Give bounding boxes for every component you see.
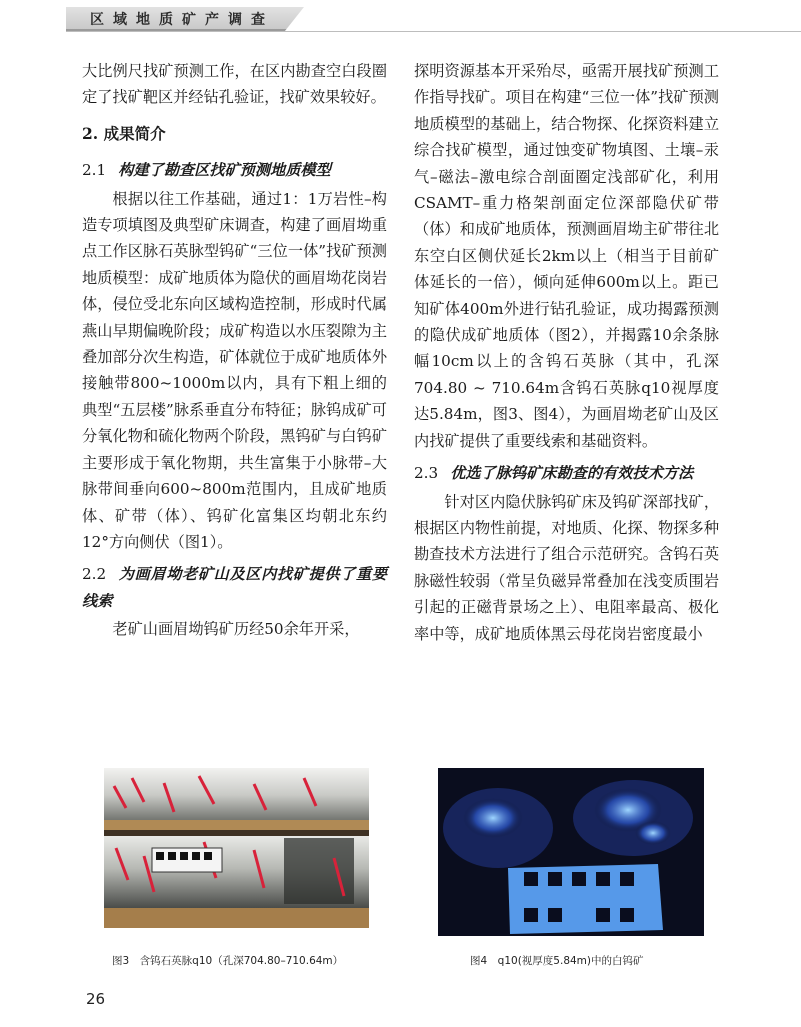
paragraph: 老矿山画眉坳钨矿历经50余年开采， <box>112 620 360 639</box>
subsection-heading-2-2 <box>82 561 387 614</box>
figure-4-scheelite-uv-photo <box>438 768 704 936</box>
subsection-number: 2.1 <box>82 161 107 180</box>
running-header <box>0 0 801 34</box>
left-column <box>82 58 387 643</box>
figure-4-caption: 图4 q10(视厚度5.84m)中的白钨矿 <box>470 955 644 967</box>
section-heading: 2. 成果简介 <box>82 123 166 143</box>
subsection-heading-2-3 <box>414 460 719 486</box>
figure-3-drill-core-photo <box>104 768 369 928</box>
figure-3-caption: 图3 含钨石英脉q10（孔深704.80–710.64m） <box>112 955 344 967</box>
subsection-title: 构建了勘查区找矿预测地质模型 <box>118 161 331 180</box>
subsection-number: 2.3 <box>414 464 439 483</box>
running-header-title: 区域地质矿产调查 <box>90 12 274 28</box>
paragraph: 大比例尺找矿预测工作，在区内勘查空白段圈定了找矿靶区并经钻孔验证，找矿效果较好。 <box>82 62 387 107</box>
right-column <box>414 58 719 647</box>
page-number: 26 <box>86 990 106 1008</box>
subsection-heading-2-1 <box>82 157 387 183</box>
header-rule <box>66 31 801 32</box>
subsection-title: 优选了脉钨矿床勘查的有效技术方法 <box>450 464 694 483</box>
scheelite-uv-illustration <box>438 768 704 936</box>
drill-core-illustration <box>104 768 369 928</box>
paragraph: 探明资源基本开采殆尽，亟需开展找矿预测工作指导找矿。项目在构建“三位一体”找矿预测地质模型的基础上，结合物探、化探资料建立综合找矿模型，通过蚀变矿物填图、土壤–汞气–磁法–激电综合剖面圈定浅部矿化，利用CSAMT–重力格架剖面定位深部隐伏矿带（体）和成矿地质体，预测画眉坳主矿带往北东空白区侧伏延长2km以上（相当于目前矿体延长的一倍），倾向延伸600m以上。距已知矿体400m外进行钻孔验证，成功揭露预测的隐伏成矿地质体（图2），并揭露10余条脉幅10cm以上的含钨石英脉（其中，孔深704.80 ~ 710.64m含钨石英脉q10视厚度达5.84m，图3、图4），为画眉坳老矿山及区内找矿提供了重要线索和基础资料。 <box>414 62 719 450</box>
subsection-number: 2.2 <box>82 565 107 584</box>
subsection-title: 为画眉坳老矿山及区内找矿提供了重要线索 <box>82 565 387 610</box>
paragraph: 根据以往工作基础，通过1：1万岩性–构造专项填图及典型矿床调查，构建了画眉坳重点工作区脉石英脉型钨矿“三位一体”找矿预测地质模型：成矿地质体为隐伏的画眉坳花岗岩体，侵位受北东向区域构造控制，形成时代属燕山早期偏晚阶段；成矿构造以水压裂隙为主叠加部分次生构造，矿体就位于成矿地质体外接触带800~1000m以内，具有下粗上细的典型“五层楼”脉系垂直分布特征；脉钨成矿可分氧化物和硫化物两个阶段，黑钨矿与白钨矿主要形成于氧化物期，共生富集于小脉带–大脉带间垂向600~800m范围内，且成矿地质体、矿带（体）、钨矿化富集区均朝北东约12°方向侧伏（图1）。 <box>82 189 387 551</box>
paragraph: 针对区内隐伏脉钨矿床及钨矿深部找矿，根据区内物性前提，对地质、化探、物探多种勘查技术方法进行了组合示范研究。含钨石英脉磁性较弱（常呈负磁异常叠加在浅变质围岩引起的正磁背景场之上）、电阻率最高、极化率中等，成矿地质体黑云母花岗岩密度最小 <box>414 492 719 643</box>
